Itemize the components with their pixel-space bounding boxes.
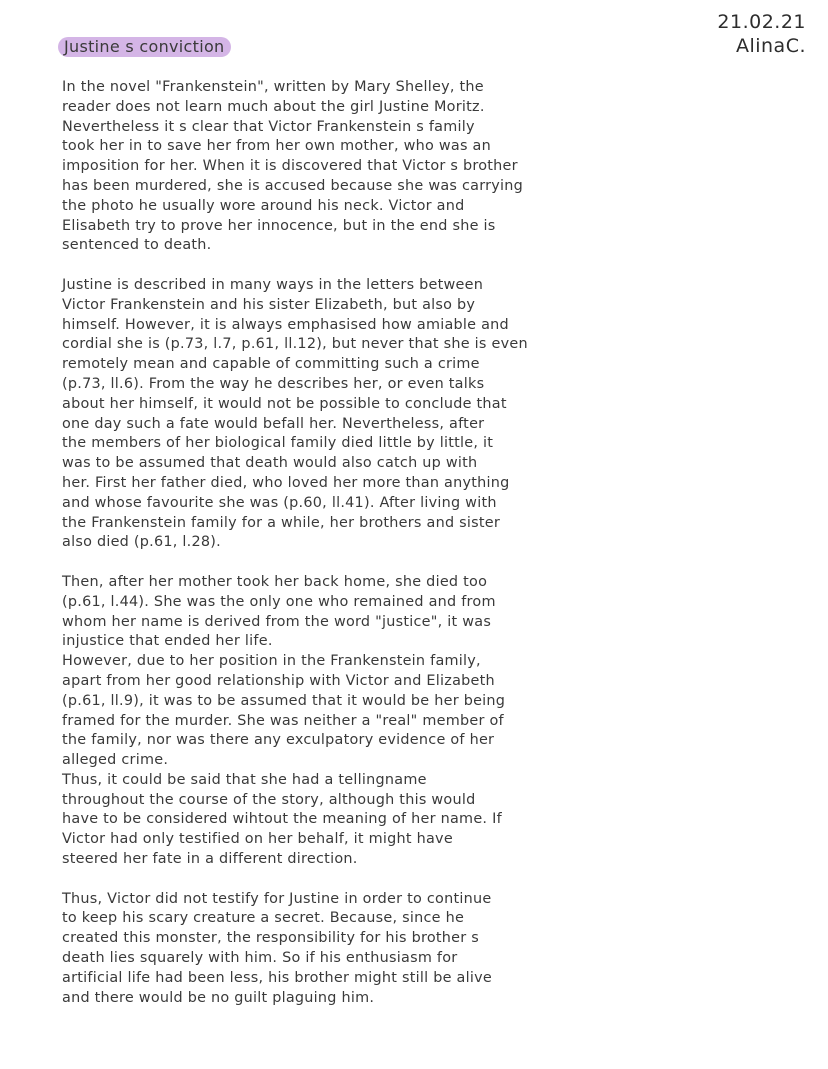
paragraph-3	[62, 573, 582, 870]
text-line: Then, after her mother took her back home, she died too	[62, 573, 488, 590]
text-line: In the novel "Frankenstein", written by Mary Shelley, the	[62, 79, 484, 95]
text-line: to keep his scary creature a secret. Because, since he	[62, 910, 465, 927]
document-title: Justine s conviction	[58, 37, 231, 57]
text-line: Thus, Victor did not testify for Justine in order to continue	[62, 890, 492, 907]
text-line: whom her name is derived from the word "justice", it was	[62, 613, 492, 630]
text-line: (p.61, ll.9), it was to be assumed that it would be her being	[62, 692, 506, 709]
author-label: AlinaC.	[735, 35, 806, 57]
text-line: (p.73, ll.6). From the way he describes her, or even talks	[62, 375, 485, 392]
text-line: and there would be no guilt plaguing him.	[62, 989, 375, 1006]
text-line: took her in to save her from her own mother, who was an	[62, 138, 491, 155]
text-line: artificial life had been less, his brother might still be alive	[62, 969, 492, 986]
text-line: reader does not learn much about the girl Justine Moritz.	[62, 98, 485, 115]
text-line: the family, nor was there any exculpatory evidence of her	[62, 732, 495, 749]
text-line: (p.61, l.44). She was the only one who remained and from	[62, 593, 496, 610]
text-line: apart from her good relationship with Victor and Elizabeth	[62, 672, 495, 689]
text-line: also died (p.61, l.28).	[62, 534, 221, 551]
text-line: created this monster, the responsibility for his brother s	[62, 930, 479, 947]
paragraph-1	[62, 78, 582, 256]
text-line: Victor Frankenstein and his sister Elizabeth, but also by	[62, 296, 476, 313]
text-line: the members of her biological family died little by little, it	[62, 435, 494, 452]
text-line: Victor had only testified on her behalf, it might have	[62, 831, 453, 848]
text-line: death lies squarely with him. So if his enthusiasm for	[62, 950, 458, 967]
text-line: Nevertheless it s clear that Victor Frankenstein s family	[62, 118, 475, 135]
text-line: Justine is described in many ways in the letters between	[62, 276, 484, 293]
title-block	[58, 37, 231, 57]
text-line: injustice that ended her life.	[62, 633, 273, 650]
text-line: himself. However, it is always emphasised how amiable and	[62, 316, 509, 333]
text-line: have to be considered wihtout the meaning of her name. If	[62, 811, 502, 828]
text-line: has been murdered, she is accused because she was carrying	[62, 177, 524, 194]
text-line: framed for the murder. She was neither a "real" member of	[62, 712, 504, 729]
paragraph-2	[62, 276, 582, 553]
document-meta	[717, 10, 806, 58]
text-line: Elisabeth try to prove her innocence, but in the end she is	[62, 217, 496, 234]
paragraph-4	[62, 890, 582, 1009]
essay-body	[62, 78, 582, 1028]
date-label: 21.02.21	[717, 11, 806, 33]
text-line: Thus, it could be said that she had a tellingname	[62, 771, 427, 788]
text-line: the Frankenstein family for a while, her brothers and sister	[62, 514, 501, 531]
text-line: about her himself, it would not be possible to conclude that	[62, 395, 507, 412]
text-line: and whose favourite she was (p.60, ll.41). After living with	[62, 494, 497, 511]
text-line: remotely mean and capable of committing such a crime	[62, 356, 480, 373]
text-line: cordial she is (p.73, l.7, p.61, ll.12), but never that she is even	[62, 336, 528, 353]
text-line: sentenced to death.	[62, 237, 212, 254]
text-line: the photo he usually wore around his neck. Victor and	[62, 197, 465, 214]
text-line: throughout the course of the story, although this would	[62, 791, 476, 808]
text-line: was to be assumed that death would also catch up with	[62, 455, 478, 472]
text-line: alleged crime.	[62, 752, 169, 769]
text-line: imposition for her. When it is discovered that Victor s brother	[62, 158, 518, 175]
text-line: steered her fate in a different direction.	[62, 851, 358, 868]
text-line: However, due to her position in the Frankenstein family,	[62, 653, 481, 670]
text-line: one day such a fate would befall her. Nevertheless, after	[62, 415, 485, 432]
text-line: her. First her father died, who loved her more than anything	[62, 474, 510, 491]
